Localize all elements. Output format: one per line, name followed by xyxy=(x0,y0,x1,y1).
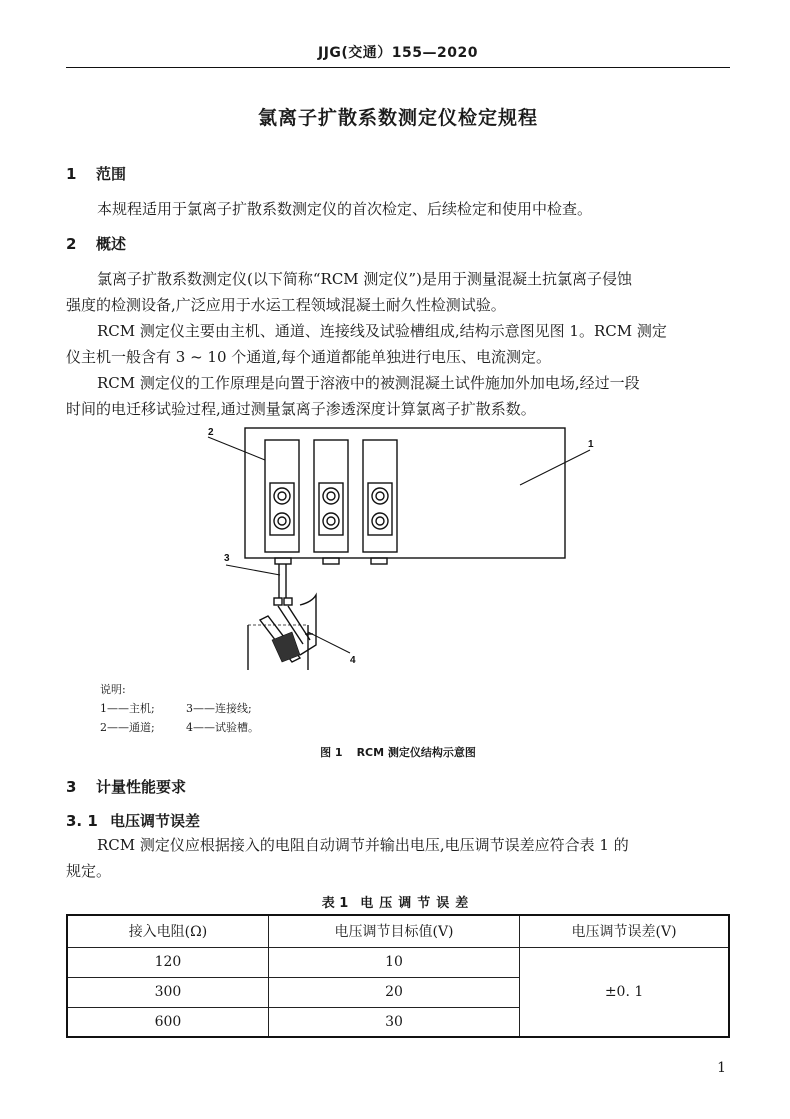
rcm-structure-diagram xyxy=(190,420,610,670)
callout-3: 3 xyxy=(224,553,230,564)
figure-caption-label: 图 1 xyxy=(320,746,343,759)
legend-item: 4——试验槽。 xyxy=(186,721,259,734)
section-2-paragraph-1 xyxy=(66,266,730,318)
text-line: 本规程适用于氯离子扩散系数测定仪的首次检定、后续检定和使用中检查。 xyxy=(97,200,593,218)
callout-4: 4 xyxy=(350,655,356,666)
section-title: 范围 xyxy=(96,165,127,183)
legend-title: 说明: xyxy=(100,683,126,696)
figure-caption-text: RCM 测定仪结构示意图 xyxy=(356,746,476,759)
legend-row xyxy=(100,699,259,718)
callout-2: 2 xyxy=(208,427,214,438)
section-title: 概述 xyxy=(96,235,127,253)
legend-row xyxy=(100,718,259,737)
section-1-heading xyxy=(66,163,126,184)
channel-2 xyxy=(314,440,348,552)
section-3-1-paragraph xyxy=(66,832,730,884)
callout-1: 1 xyxy=(588,439,594,450)
text-line: 氯离子扩散系数测定仪(以下简称“RCM 测定仪”)是用于测量混凝土抗氯离子侵蚀 xyxy=(97,270,632,288)
section-title: 电压调节误差 xyxy=(110,812,201,830)
main-unit xyxy=(245,428,565,558)
legend-item: 2——通道; xyxy=(100,721,155,734)
table-cell: 600 xyxy=(67,1007,268,1037)
page-number: 1 xyxy=(717,1060,726,1076)
text-line: RCM 测定仪的工作原理是向置于溶液中的被测混凝土试件施加外加电场,经过一段 xyxy=(97,374,640,392)
figure-caption xyxy=(66,744,730,760)
table-cell: 30 xyxy=(268,1007,519,1037)
legend-item: 1——主机; xyxy=(100,702,155,715)
text-line: 仪主机一般含有 3 ~ 10 个通道,每个通道都能单独进行电压、电流测定。 xyxy=(66,348,552,366)
table-cell-merged: ±0. 1 xyxy=(520,947,729,1037)
text-line: 强度的检测设备,广泛应用于水运工程领域混凝土耐久性检测试验。 xyxy=(66,296,506,314)
section-1-paragraph xyxy=(66,196,730,222)
header-rule xyxy=(66,67,730,68)
document-title: 氯离子扩散系数测定仪检定规程 xyxy=(257,107,538,129)
column-header: 电压调节目标值(V) xyxy=(268,915,519,947)
table-cell: 300 xyxy=(67,977,268,1007)
channel-1 xyxy=(265,440,299,552)
section-2-paragraph-3 xyxy=(66,370,730,422)
text-line: 时间的电迁移试验过程,通过测量氯离子渗透深度计算氯离子扩散系数。 xyxy=(66,400,536,418)
table-row xyxy=(67,947,729,977)
section-number: 2 xyxy=(66,235,77,253)
table-caption-label: 表 1 xyxy=(321,896,349,911)
connecting-wire xyxy=(274,564,292,605)
figure-legend xyxy=(100,680,259,737)
section-number: 1 xyxy=(66,165,77,183)
table-cell: 10 xyxy=(268,947,519,977)
text-line: 规定。 xyxy=(66,862,112,880)
section-2-heading xyxy=(66,233,126,254)
table-cell: 20 xyxy=(268,977,519,1007)
section-2-paragraph-2 xyxy=(66,318,730,370)
section-3-1-heading xyxy=(66,810,200,831)
text-line: RCM 测定仪应根据接入的电阻自动调节并输出电压,电压调节误差应符合表 1 的 xyxy=(97,836,629,854)
legend-item: 3——连接线; xyxy=(186,702,252,715)
section-title: 计量性能要求 xyxy=(96,778,187,796)
test-tank xyxy=(248,595,316,670)
table-header-row xyxy=(67,915,729,947)
voltage-error-table xyxy=(66,914,730,1038)
text-line: RCM 测定仪主要由主机、通道、连接线及试验槽组成,结构示意图见图 1。RCM 测定 xyxy=(97,322,667,340)
channel-3 xyxy=(363,440,397,552)
column-header: 电压调节误差(V) xyxy=(520,915,729,947)
table-caption xyxy=(66,892,730,911)
column-header: 接入电阻(Ω) xyxy=(67,915,268,947)
table-cell: 120 xyxy=(67,947,268,977)
section-number: 3 xyxy=(66,778,77,796)
section-3-heading xyxy=(66,776,186,797)
table-caption-text: 电压调节误差 xyxy=(360,896,475,911)
section-number: 3. 1 xyxy=(66,812,98,830)
running-header: JJG(交通）155—2020 xyxy=(318,45,478,61)
